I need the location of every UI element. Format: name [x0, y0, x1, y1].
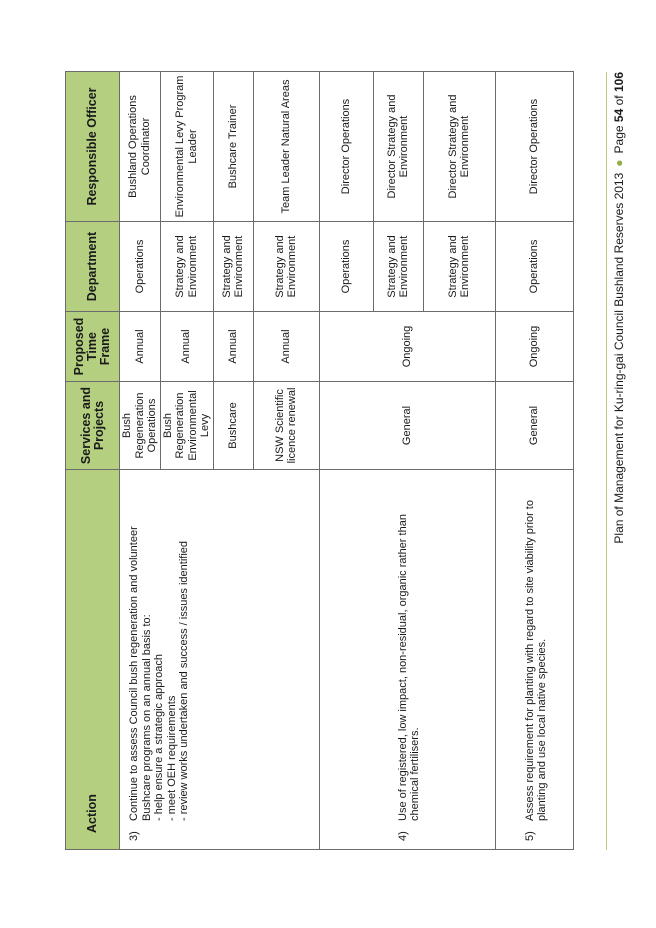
action-bullet: - review works undertaken and success / issues identified	[178, 540, 190, 821]
action-text: Continue to assess Council bush regeneration and volunteer Bushcare programs on an annual basis to:	[128, 526, 153, 821]
service-cell: Bush Regeneration Operations	[120, 382, 161, 470]
department-cell: Operations	[319, 222, 373, 312]
department-cell: Strategy and Environment	[423, 222, 495, 312]
action-number: 5)	[523, 831, 536, 841]
officer-cell: Bushland Operations Coordinator	[120, 72, 161, 222]
service-cell: Bush Regeneration Environmental Levy	[160, 382, 213, 470]
header-officer: Responsible Officer	[66, 72, 120, 222]
total-pages: 106	[612, 72, 626, 93]
officer-cell: Environmental Levy Program Leader	[160, 72, 213, 222]
officer-cell: Director Strategy and Environment	[423, 72, 495, 222]
action-cell	[120, 470, 320, 850]
service-cell: Bushcare	[213, 382, 253, 470]
of-label: of	[612, 95, 626, 106]
table-row	[495, 72, 573, 850]
header-action: Action	[66, 470, 120, 850]
action-text: Assess requirement for planting with regard to site viability prior to planting and use local native species.	[523, 500, 548, 821]
department-cell: Strategy and Environment	[213, 222, 253, 312]
officer-cell: Director Operations	[495, 72, 573, 222]
table-row	[120, 72, 161, 850]
time-frame-cell: Annual	[120, 312, 161, 382]
officer-cell: Team Leader Natural Areas	[253, 72, 319, 222]
bullet-separator: ●	[612, 159, 626, 167]
action-bullet: - meet OEH requirements	[165, 695, 178, 821]
table-header-row	[66, 72, 120, 850]
department-cell: Operations	[120, 222, 161, 312]
service-cell: General	[319, 382, 495, 470]
time-frame-cell: Annual	[253, 312, 319, 382]
footer-divider	[606, 72, 607, 850]
header-department: Department	[66, 222, 120, 312]
officer-cell: Director Strategy and Environment	[373, 72, 423, 222]
action-cell	[495, 470, 573, 850]
page-label: Page	[612, 125, 626, 154]
time-frame-cell: Annual	[160, 312, 213, 382]
action-number: 4)	[396, 831, 409, 841]
service-cell: General	[495, 382, 573, 470]
department-cell: Strategy and Environment	[253, 222, 319, 312]
table-row	[319, 72, 373, 850]
action-cell	[319, 470, 495, 850]
action-bullet: - help ensure a strategic approach	[153, 654, 165, 821]
officer-cell: Bushcare Trainer	[213, 72, 253, 222]
page-footer	[612, 72, 626, 544]
action-table	[65, 71, 574, 850]
service-cell: NSW Scientific licence renewal	[253, 382, 319, 470]
footer-title: Plan of Management for Ku-ring-gai Council Bushland Reserves 2013	[612, 172, 626, 544]
time-frame-cell: Ongoing	[319, 312, 495, 382]
time-frame-cell: Ongoing	[495, 312, 573, 382]
department-cell: Operations	[495, 222, 573, 312]
department-cell: Strategy and Environment	[373, 222, 423, 312]
action-text: Use of registered, low impact, non-residual, organic rather than chemical fertilisers.	[396, 514, 421, 821]
time-frame-cell: Annual	[213, 312, 253, 382]
department-cell: Strategy and Environment	[160, 222, 213, 312]
page-number: 54	[612, 108, 626, 123]
header-services: Services and Projects	[66, 382, 120, 470]
action-number: 3)	[128, 831, 140, 841]
header-time-frame: Proposed Time Frame	[66, 312, 120, 382]
officer-cell: Director Operations	[319, 72, 373, 222]
